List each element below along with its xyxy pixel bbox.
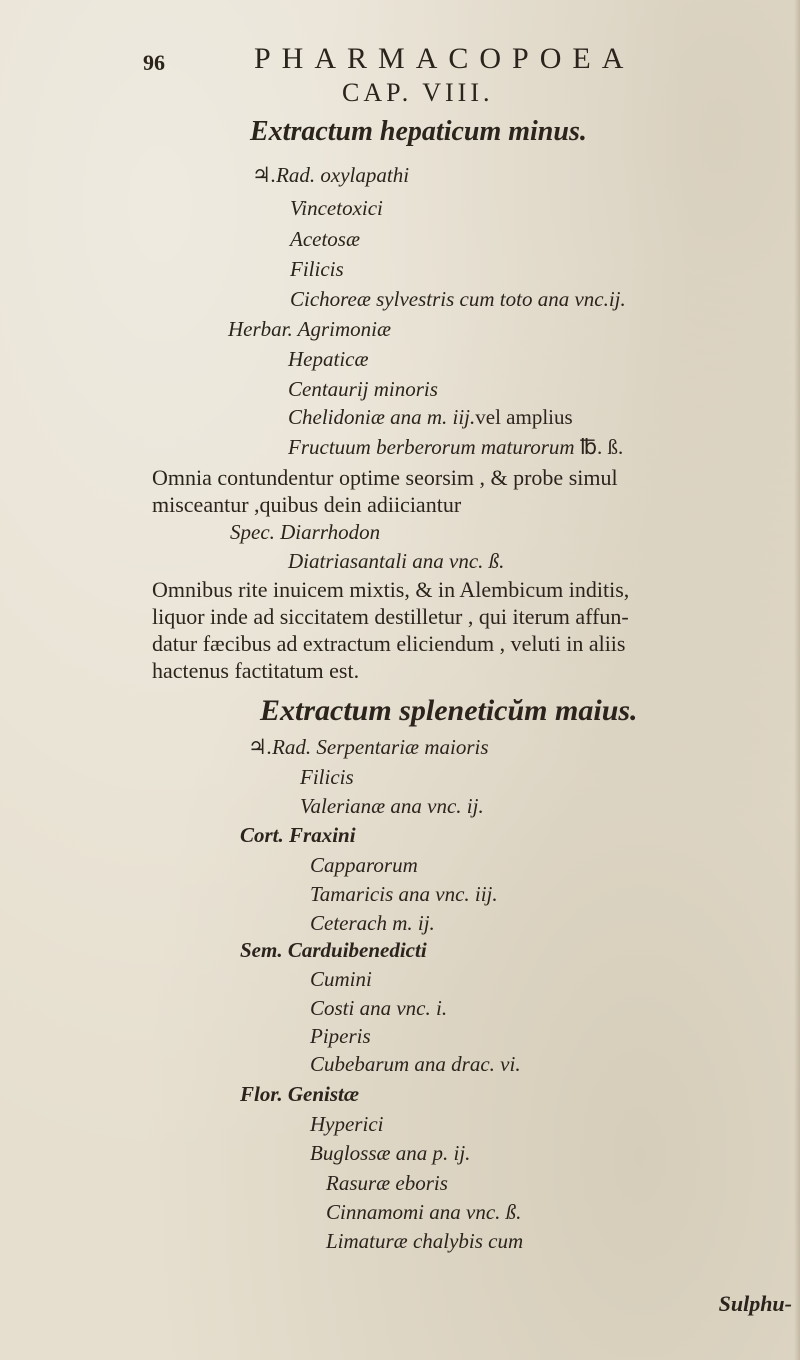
recipe-line: Filicis [300, 765, 354, 789]
recipe-line: Acetosæ [290, 227, 360, 251]
recipe-text: Chelidoniæ ana m. iij. [288, 405, 476, 429]
recipe-line: Hepaticæ [288, 347, 369, 371]
recipe-line: Capparorum [310, 853, 418, 877]
recipe-line: Flor. Genistæ [240, 1082, 360, 1106]
recipe-line: Cubebarum ana drac. vi. [310, 1052, 521, 1076]
recipe-line: Diatriasantali ana vnc. ß. [288, 549, 505, 573]
jupiter-recipe-symbol: ♃ [252, 163, 271, 187]
paragraph-line: misceantur ,quibus dein adiiciantur [152, 492, 462, 517]
paragraph-line: datur fæcibus ad extractum eliciendum , veluti in aliis [152, 631, 626, 656]
recipe-line [288, 437, 623, 458]
page-gutter-shadow [794, 0, 800, 1360]
recipe-line: Piperis [310, 1024, 371, 1048]
jupiter-recipe-symbol: ♃ [248, 735, 267, 759]
section-title-spleneticum: Extractum spleneticŭm maius. [260, 694, 638, 727]
recipe-line: Cort. Fraxini [240, 823, 356, 847]
running-head: PHARMACOPOEA [254, 42, 635, 75]
recipe-line: Spec. Diarrhodon [230, 520, 381, 544]
recipe-line: Vincetoxici [290, 196, 383, 220]
recipe-line: Ceterach m. ij. [310, 911, 435, 935]
recipe-text: Fructuum berberorum maturorum [288, 435, 575, 459]
recipe-line: Cichoreæ sylvestris cum toto ana vnc.ij. [290, 287, 626, 311]
recipe-line [288, 407, 573, 428]
recipe-line: Valerianæ ana vnc. ij. [300, 794, 484, 818]
recipe-line: Filicis [290, 257, 344, 281]
recipe-line: Limaturæ chalybis cum [326, 1229, 524, 1253]
recipe-text-roman: vel amplius [475, 405, 573, 429]
paragraph-line: Omnia contundentur optime seorsim , & probe simul [152, 465, 618, 490]
recipe-line: Sem. Carduibenedicti [240, 938, 427, 962]
recipe-line: Cumini [310, 967, 372, 991]
section-title-hepaticum: Extractum hepaticum minus. [250, 116, 587, 147]
recipe-text: .Rad. Serpentariæ maioris [266, 735, 489, 759]
recipe-line: Buglossæ ana p. ij. [310, 1141, 471, 1165]
recipe-line [248, 737, 489, 758]
recipe-line: Costi ana vnc. i. [310, 996, 448, 1020]
page-number: 96 [143, 50, 165, 75]
paragraph-line: liquor inde ad siccitatem destilletur , qui iterum affun- [152, 604, 629, 629]
catchword: Sulphu- [718, 1291, 792, 1316]
recipe-line: Herbar. Agrimoniæ [228, 317, 391, 341]
chapter-heading: CAP. VIII. [342, 78, 494, 107]
recipe-line: Rasuræ eboris [326, 1171, 448, 1195]
recipe-text-roman: ℔. ß. [579, 435, 624, 459]
paragraph-line: hactenus factitatum est. [152, 658, 360, 683]
paragraph-line: Omnibus rite inuicem mixtis, & in Alembicum inditis, [152, 577, 630, 602]
recipe-line: Tamaricis ana vnc. iij. [310, 882, 498, 906]
recipe-line [252, 165, 409, 186]
recipe-line: Cinnamomi ana vnc. ß. [326, 1200, 522, 1224]
recipe-line: Centaurij minoris [288, 377, 438, 401]
recipe-line: Hyperici [310, 1112, 384, 1136]
recipe-text: .Rad. oxylapathi [270, 163, 410, 187]
